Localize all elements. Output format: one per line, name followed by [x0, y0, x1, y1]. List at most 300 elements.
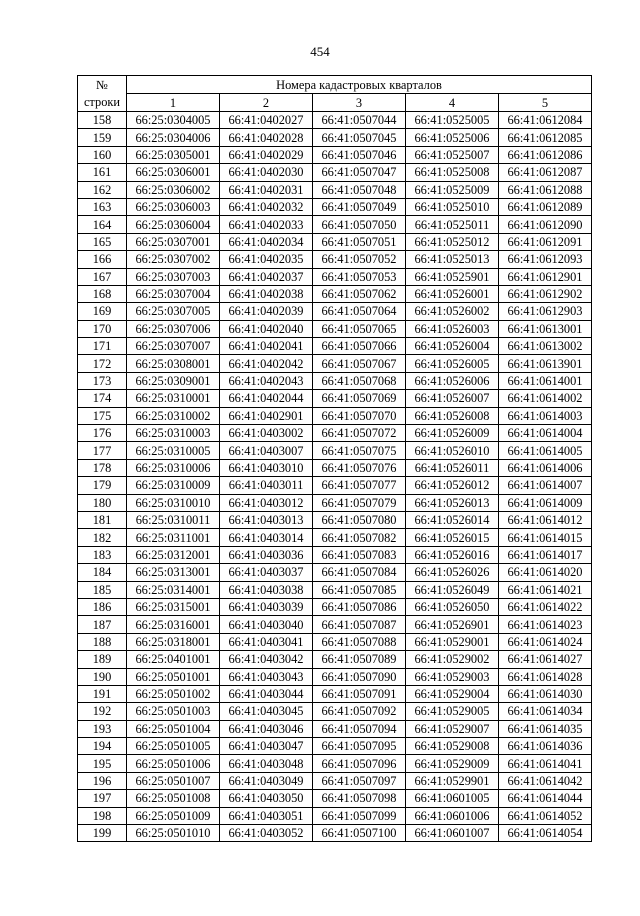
cadastral-number-cell: 66:41:0403038 — [220, 581, 313, 598]
cadastral-number-cell: 66:25:0501010 — [127, 825, 220, 842]
cadastral-number-cell: 66:41:0403045 — [220, 703, 313, 720]
cadastral-number-cell: 66:41:0507077 — [313, 477, 406, 494]
cadastral-number-cell: 66:41:0526012 — [406, 477, 499, 494]
table-row — [78, 233, 592, 250]
cadastral-number-cell: 66:41:0526026 — [406, 564, 499, 581]
cadastral-number-cell: 66:41:0526013 — [406, 494, 499, 511]
cadastral-number-cell: 66:41:0614023 — [499, 616, 592, 633]
cadastral-number-cell: 66:25:0501005 — [127, 738, 220, 755]
cadastral-number-cell: 66:25:0311001 — [127, 529, 220, 546]
cadastral-number-cell: 66:41:0612085 — [499, 129, 592, 146]
cadastral-number-cell: 66:41:0402035 — [220, 251, 313, 268]
table-row — [78, 390, 592, 407]
cadastral-number-cell: 66:41:0614005 — [499, 442, 592, 459]
cadastral-number-cell: 66:41:0403037 — [220, 564, 313, 581]
cadastral-number-cell: 66:41:0402043 — [220, 372, 313, 389]
column-header-5: 5 — [499, 94, 592, 112]
table-row — [78, 181, 592, 198]
cadastral-number-cell: 66:41:0507099 — [313, 807, 406, 824]
row-number-cell: 182 — [78, 529, 127, 546]
table-row — [78, 164, 592, 181]
cadastral-number-cell: 66:41:0613002 — [499, 338, 592, 355]
cadastral-number-cell: 66:25:0310005 — [127, 442, 220, 459]
row-number-cell: 176 — [78, 425, 127, 442]
cadastral-number-cell: 66:25:0310001 — [127, 390, 220, 407]
cadastral-number-cell: 66:41:0403040 — [220, 616, 313, 633]
cadastral-number-cell: 66:41:0612090 — [499, 216, 592, 233]
column-header-2: 2 — [220, 94, 313, 112]
table-row — [78, 459, 592, 476]
cadastral-number-cell: 66:41:0507098 — [313, 790, 406, 807]
row-number-cell: 188 — [78, 633, 127, 650]
cadastral-number-cell: 66:25:0307005 — [127, 303, 220, 320]
table-row — [78, 755, 592, 772]
cadastral-number-cell: 66:41:0402039 — [220, 303, 313, 320]
row-number-cell: 170 — [78, 320, 127, 337]
row-number-cell: 179 — [78, 477, 127, 494]
cadastral-number-cell: 66:41:0526009 — [406, 425, 499, 442]
cadastral-number-cell: 66:41:0526005 — [406, 355, 499, 372]
cadastral-number-cell: 66:41:0526006 — [406, 372, 499, 389]
row-number-cell: 174 — [78, 390, 127, 407]
cadastral-number-cell: 66:41:0507065 — [313, 320, 406, 337]
cadastral-number-cell: 66:25:0306002 — [127, 181, 220, 198]
cadastral-number-cell: 66:41:0507076 — [313, 459, 406, 476]
table-row — [78, 198, 592, 215]
cadastral-number-cell: 66:25:0310006 — [127, 459, 220, 476]
cadastral-number-cell: 66:41:0507062 — [313, 285, 406, 302]
cadastral-number-cell: 66:41:0529008 — [406, 738, 499, 755]
table-row — [78, 425, 592, 442]
table-row — [78, 685, 592, 702]
cadastral-number-cell: 66:41:0507079 — [313, 494, 406, 511]
cadastral-number-cell: 66:41:0614030 — [499, 685, 592, 702]
table-row — [78, 477, 592, 494]
cadastral-number-cell: 66:25:0304006 — [127, 129, 220, 146]
row-number-cell: 169 — [78, 303, 127, 320]
cadastral-number-cell: 66:41:0614052 — [499, 807, 592, 824]
cadastral-number-cell: 66:41:0403052 — [220, 825, 313, 842]
row-number-cell: 172 — [78, 355, 127, 372]
table-row — [78, 511, 592, 528]
cadastral-number-cell: 66:25:0501004 — [127, 720, 220, 737]
cadastral-number-cell: 66:41:0614035 — [499, 720, 592, 737]
cadastral-number-cell: 66:25:0308001 — [127, 355, 220, 372]
cadastral-number-cell: 66:25:0501002 — [127, 685, 220, 702]
cadastral-number-cell: 66:41:0614012 — [499, 511, 592, 528]
cadastral-number-cell: 66:41:0601005 — [406, 790, 499, 807]
cadastral-number-cell: 66:41:0526004 — [406, 338, 499, 355]
cadastral-number-cell: 66:41:0526010 — [406, 442, 499, 459]
table-row — [78, 372, 592, 389]
cadastral-number-cell: 66:41:0507049 — [313, 198, 406, 215]
cadastral-number-cell: 66:41:0614036 — [499, 738, 592, 755]
cadastral-number-cell: 66:41:0612088 — [499, 181, 592, 198]
cadastral-number-cell: 66:41:0526014 — [406, 511, 499, 528]
row-number-cell: 196 — [78, 772, 127, 789]
cadastral-number-cell: 66:41:0403048 — [220, 755, 313, 772]
table-row — [78, 494, 592, 511]
cadastral-number-cell: 66:25:0316001 — [127, 616, 220, 633]
cadastral-number-cell: 66:41:0507092 — [313, 703, 406, 720]
cadastral-number-cell: 66:41:0614015 — [499, 529, 592, 546]
cadastral-number-cell: 66:25:0306004 — [127, 216, 220, 233]
cadastral-number-cell: 66:25:0307003 — [127, 268, 220, 285]
cadastral-number-cell: 66:41:0507095 — [313, 738, 406, 755]
cadastral-number-cell: 66:25:0307001 — [127, 233, 220, 250]
cadastral-number-cell: 66:41:0612903 — [499, 303, 592, 320]
table-row — [78, 651, 592, 668]
cadastral-number-cell: 66:41:0526049 — [406, 581, 499, 598]
table-row — [78, 251, 592, 268]
table-row — [78, 598, 592, 615]
cadastral-number-cell: 66:41:0402040 — [220, 320, 313, 337]
cadastral-number-cell: 66:41:0613001 — [499, 320, 592, 337]
column-header-3: 3 — [313, 94, 406, 112]
cadastral-number-cell: 66:41:0614042 — [499, 772, 592, 789]
cadastral-number-cell: 66:41:0402901 — [220, 407, 313, 424]
row-number-cell: 189 — [78, 651, 127, 668]
cadastral-number-cell: 66:41:0614054 — [499, 825, 592, 842]
cadastral-number-cell: 66:41:0403044 — [220, 685, 313, 702]
cadastral-number-cell: 66:41:0402042 — [220, 355, 313, 372]
cadastral-number-cell: 66:25:0318001 — [127, 633, 220, 650]
row-number-cell: 184 — [78, 564, 127, 581]
cadastral-number-cell: 66:41:0507046 — [313, 146, 406, 163]
row-number-cell: 178 — [78, 459, 127, 476]
cadastral-number-cell: 66:41:0612089 — [499, 198, 592, 215]
cadastral-number-cell: 66:41:0402032 — [220, 198, 313, 215]
row-number-cell: 173 — [78, 372, 127, 389]
table-row — [78, 146, 592, 163]
row-number-cell: 199 — [78, 825, 127, 842]
cadastral-number-cell: 66:25:0306001 — [127, 164, 220, 181]
table-row — [78, 320, 592, 337]
cadastral-number-cell: 66:25:0307004 — [127, 285, 220, 302]
row-number-cell: 166 — [78, 251, 127, 268]
cadastral-number-cell: 66:25:0305001 — [127, 146, 220, 163]
cadastral-number-cell: 66:41:0612902 — [499, 285, 592, 302]
cadastral-number-cell: 66:41:0526002 — [406, 303, 499, 320]
cadastral-number-cell: 66:41:0614009 — [499, 494, 592, 511]
cadastral-number-cell: 66:41:0614041 — [499, 755, 592, 772]
table-row — [78, 442, 592, 459]
table-row — [78, 825, 592, 842]
table-row — [78, 338, 592, 355]
row-number-cell: 195 — [78, 755, 127, 772]
cadastral-number-cell: 66:25:0310009 — [127, 477, 220, 494]
cadastral-number-cell: 66:41:0614028 — [499, 668, 592, 685]
cadastral-number-cell: 66:41:0526007 — [406, 390, 499, 407]
cadastral-number-cell: 66:41:0525013 — [406, 251, 499, 268]
cadastral-number-cell: 66:41:0526050 — [406, 598, 499, 615]
cadastral-number-cell: 66:41:0525008 — [406, 164, 499, 181]
table-row — [78, 807, 592, 824]
table-row — [78, 216, 592, 233]
cadastral-number-cell: 66:41:0402034 — [220, 233, 313, 250]
cadastral-number-cell: 66:41:0507086 — [313, 598, 406, 615]
cadastral-number-cell: 66:41:0507089 — [313, 651, 406, 668]
cadastral-number-cell: 66:41:0526003 — [406, 320, 499, 337]
cadastral-number-cell: 66:41:0507075 — [313, 442, 406, 459]
cadastral-number-cell: 66:25:0310002 — [127, 407, 220, 424]
cadastral-number-cell: 66:41:0507050 — [313, 216, 406, 233]
cadastral-number-cell: 66:41:0526016 — [406, 546, 499, 563]
cadastral-number-cell: 66:25:0313001 — [127, 564, 220, 581]
cadastral-number-cell: 66:25:0501001 — [127, 668, 220, 685]
cadastral-number-cell: 66:25:0501008 — [127, 790, 220, 807]
cadastral-number-cell: 66:41:0403014 — [220, 529, 313, 546]
cadastral-number-cell: 66:41:0403049 — [220, 772, 313, 789]
row-number-cell: 197 — [78, 790, 127, 807]
cadastral-number-cell: 66:41:0507047 — [313, 164, 406, 181]
cadastral-number-cell: 66:41:0507085 — [313, 581, 406, 598]
row-number-cell: 175 — [78, 407, 127, 424]
cadastral-number-cell: 66:41:0529004 — [406, 685, 499, 702]
cadastral-number-cell: 66:41:0402031 — [220, 181, 313, 198]
cadastral-number-cell: 66:41:0529002 — [406, 651, 499, 668]
table-row — [78, 668, 592, 685]
cadastral-number-cell: 66:41:0614001 — [499, 372, 592, 389]
table-row — [78, 633, 592, 650]
cadastral-number-cell: 66:41:0507064 — [313, 303, 406, 320]
cadastral-number-cell: 66:41:0403039 — [220, 598, 313, 615]
cadastral-number-cell: 66:41:0529005 — [406, 703, 499, 720]
row-number-header-top: № — [78, 76, 127, 94]
cadastral-number-cell: 66:41:0507072 — [313, 425, 406, 442]
row-number-cell: 185 — [78, 581, 127, 598]
cadastral-number-cell: 66:41:0526001 — [406, 285, 499, 302]
cadastral-number-cell: 66:41:0507091 — [313, 685, 406, 702]
cadastral-number-cell: 66:25:0401001 — [127, 651, 220, 668]
cadastral-number-cell: 66:41:0507096 — [313, 755, 406, 772]
cadastral-number-cell: 66:41:0507066 — [313, 338, 406, 355]
row-number-cell: 193 — [78, 720, 127, 737]
cadastral-number-cell: 66:41:0614004 — [499, 425, 592, 442]
cadastral-number-cell: 66:41:0612901 — [499, 268, 592, 285]
cadastral-number-cell: 66:41:0402028 — [220, 129, 313, 146]
table-row — [78, 790, 592, 807]
table-row — [78, 268, 592, 285]
cadastral-number-cell: 66:41:0507048 — [313, 181, 406, 198]
table-row — [78, 581, 592, 598]
cadastral-number-cell: 66:41:0614002 — [499, 390, 592, 407]
cadastral-number-cell: 66:41:0507070 — [313, 407, 406, 424]
cadastral-number-cell: 66:41:0613901 — [499, 355, 592, 372]
page-number: 454 — [310, 44, 330, 59]
cadastral-number-cell: 66:41:0525006 — [406, 129, 499, 146]
table-row — [78, 355, 592, 372]
cadastral-number-cell: 66:41:0402033 — [220, 216, 313, 233]
row-number-cell: 171 — [78, 338, 127, 355]
cadastral-number-cell: 66:41:0402037 — [220, 268, 313, 285]
cadastral-number-cell: 66:41:0529003 — [406, 668, 499, 685]
cadastral-number-cell: 66:41:0612086 — [499, 146, 592, 163]
row-number-cell: 198 — [78, 807, 127, 824]
row-number-header-bottom: строки — [78, 94, 127, 112]
cadastral-number-cell: 66:41:0507067 — [313, 355, 406, 372]
table-body — [78, 112, 592, 842]
cadastral-number-cell: 66:41:0507080 — [313, 511, 406, 528]
cadastral-number-cell: 66:41:0525005 — [406, 112, 499, 129]
cadastral-number-cell: 66:41:0403047 — [220, 738, 313, 755]
cadastral-number-cell: 66:41:0525901 — [406, 268, 499, 285]
cadastral-number-cell: 66:41:0507053 — [313, 268, 406, 285]
cadastral-number-cell: 66:41:0402029 — [220, 146, 313, 163]
cadastral-number-cell: 66:41:0403050 — [220, 790, 313, 807]
cadastral-number-cell: 66:41:0507088 — [313, 633, 406, 650]
table-row — [78, 129, 592, 146]
cadastral-number-cell: 66:41:0614007 — [499, 477, 592, 494]
row-number-cell: 187 — [78, 616, 127, 633]
cadastral-number-cell: 66:41:0403013 — [220, 511, 313, 528]
cadastral-number-cell: 66:25:0307002 — [127, 251, 220, 268]
row-number-cell: 167 — [78, 268, 127, 285]
cadastral-quarters-table — [77, 75, 592, 842]
cadastral-number-cell: 66:41:0526008 — [406, 407, 499, 424]
cadastral-number-cell: 66:25:0310003 — [127, 425, 220, 442]
cadastral-number-cell: 66:41:0529001 — [406, 633, 499, 650]
table-row — [78, 285, 592, 302]
row-number-cell: 183 — [78, 546, 127, 563]
cadastral-number-cell: 66:41:0507094 — [313, 720, 406, 737]
cadastral-number-cell: 66:41:0507090 — [313, 668, 406, 685]
cadastral-number-cell: 66:41:0403007 — [220, 442, 313, 459]
table-row — [78, 529, 592, 546]
cadastral-number-cell: 66:41:0403012 — [220, 494, 313, 511]
cadastral-number-cell: 66:25:0307006 — [127, 320, 220, 337]
row-number-cell: 190 — [78, 668, 127, 685]
cadastral-number-cell: 66:41:0403011 — [220, 477, 313, 494]
cadastral-number-cell: 66:41:0403043 — [220, 668, 313, 685]
cadastral-number-cell: 66:41:0529007 — [406, 720, 499, 737]
row-number-cell: 177 — [78, 442, 127, 459]
table-row — [78, 407, 592, 424]
cadastral-number-cell: 66:41:0526015 — [406, 529, 499, 546]
cadastral-number-cell: 66:41:0614022 — [499, 598, 592, 615]
cadastral-number-cell: 66:25:0309001 — [127, 372, 220, 389]
table-row — [78, 546, 592, 563]
cadastral-number-cell: 66:41:0525009 — [406, 181, 499, 198]
table-row — [78, 616, 592, 633]
cadastral-number-cell: 66:41:0403010 — [220, 459, 313, 476]
cadastral-number-cell: 66:41:0529009 — [406, 755, 499, 772]
column-header-4: 4 — [406, 94, 499, 112]
cadastral-number-cell: 66:41:0507052 — [313, 251, 406, 268]
cadastral-number-cell: 66:25:0312001 — [127, 546, 220, 563]
cadastral-number-cell: 66:25:0306003 — [127, 198, 220, 215]
cadastral-number-cell: 66:41:0614034 — [499, 703, 592, 720]
table-row — [78, 772, 592, 789]
cadastral-number-cell: 66:41:0612091 — [499, 233, 592, 250]
row-number-cell: 194 — [78, 738, 127, 755]
cadastral-number-cell: 66:25:0501006 — [127, 755, 220, 772]
row-number-cell: 158 — [78, 112, 127, 129]
table-row — [78, 564, 592, 581]
cadastral-number-cell: 66:41:0403036 — [220, 546, 313, 563]
cadastral-number-cell: 66:41:0507084 — [313, 564, 406, 581]
cadastral-number-cell: 66:41:0403051 — [220, 807, 313, 824]
cadastral-number-cell: 66:41:0601007 — [406, 825, 499, 842]
row-number-cell: 191 — [78, 685, 127, 702]
cadastral-number-cell: 66:25:0501003 — [127, 703, 220, 720]
cadastral-number-cell: 66:41:0402041 — [220, 338, 313, 355]
cadastral-number-cell: 66:41:0614006 — [499, 459, 592, 476]
row-number-cell: 168 — [78, 285, 127, 302]
cadastral-number-cell: 66:25:0501009 — [127, 807, 220, 824]
cadastral-number-cell: 66:41:0402030 — [220, 164, 313, 181]
cadastral-number-cell: 66:41:0612084 — [499, 112, 592, 129]
cadastral-number-cell: 66:41:0612093 — [499, 251, 592, 268]
row-number-cell: 186 — [78, 598, 127, 615]
table-row — [78, 720, 592, 737]
cadastral-number-cell: 66:41:0601006 — [406, 807, 499, 824]
cadastral-number-cell: 66:41:0525007 — [406, 146, 499, 163]
row-number-cell: 192 — [78, 703, 127, 720]
column-header-1: 1 — [127, 94, 220, 112]
cadastral-number-cell: 66:41:0614021 — [499, 581, 592, 598]
cadastral-number-cell: 66:41:0507082 — [313, 529, 406, 546]
cadastral-number-cell: 66:41:0507100 — [313, 825, 406, 842]
cadastral-number-cell: 66:41:0525010 — [406, 198, 499, 215]
cadastral-number-cell: 66:41:0614003 — [499, 407, 592, 424]
cadastral-number-cell: 66:41:0507068 — [313, 372, 406, 389]
cadastral-number-cell: 66:25:0307007 — [127, 338, 220, 355]
cadastral-number-cell: 66:41:0403042 — [220, 651, 313, 668]
row-number-cell: 163 — [78, 198, 127, 215]
cadastral-number-cell: 66:41:0614017 — [499, 546, 592, 563]
cadastral-number-cell: 66:41:0507087 — [313, 616, 406, 633]
cadastral-number-cell: 66:41:0526011 — [406, 459, 499, 476]
group-title-header: Номера кадастровых кварталов — [127, 76, 592, 94]
table-row — [78, 738, 592, 755]
cadastral-number-cell: 66:41:0614020 — [499, 564, 592, 581]
cadastral-number-cell: 66:41:0507069 — [313, 390, 406, 407]
row-number-cell: 181 — [78, 511, 127, 528]
cadastral-number-cell: 66:25:0501007 — [127, 772, 220, 789]
table-header — [78, 76, 592, 112]
cadastral-number-cell: 66:25:0304005 — [127, 112, 220, 129]
row-number-cell: 180 — [78, 494, 127, 511]
cadastral-number-cell: 66:41:0403002 — [220, 425, 313, 442]
cadastral-number-cell: 66:41:0403041 — [220, 633, 313, 650]
cadastral-number-cell: 66:41:0614024 — [499, 633, 592, 650]
row-number-cell: 165 — [78, 233, 127, 250]
cadastral-number-cell: 66:41:0402027 — [220, 112, 313, 129]
row-number-cell: 159 — [78, 129, 127, 146]
cadastral-number-cell: 66:41:0525012 — [406, 233, 499, 250]
table-row — [78, 703, 592, 720]
cadastral-number-cell: 66:41:0507044 — [313, 112, 406, 129]
cadastral-number-cell: 66:25:0310010 — [127, 494, 220, 511]
cadastral-number-cell: 66:41:0612087 — [499, 164, 592, 181]
cadastral-number-cell: 66:25:0315001 — [127, 598, 220, 615]
table-row — [78, 112, 592, 129]
cadastral-number-cell: 66:41:0402038 — [220, 285, 313, 302]
cadastral-number-cell: 66:41:0402044 — [220, 390, 313, 407]
cadastral-number-cell: 66:41:0507097 — [313, 772, 406, 789]
cadastral-number-cell: 66:41:0507083 — [313, 546, 406, 563]
row-number-cell: 160 — [78, 146, 127, 163]
cadastral-number-cell: 66:25:0314001 — [127, 581, 220, 598]
cadastral-number-cell: 66:25:0310011 — [127, 511, 220, 528]
cadastral-number-cell: 66:41:0526901 — [406, 616, 499, 633]
row-number-cell: 164 — [78, 216, 127, 233]
table-row — [78, 303, 592, 320]
cadastral-number-cell: 66:41:0507051 — [313, 233, 406, 250]
cadastral-number-cell: 66:41:0525011 — [406, 216, 499, 233]
cadastral-number-cell: 66:41:0403046 — [220, 720, 313, 737]
